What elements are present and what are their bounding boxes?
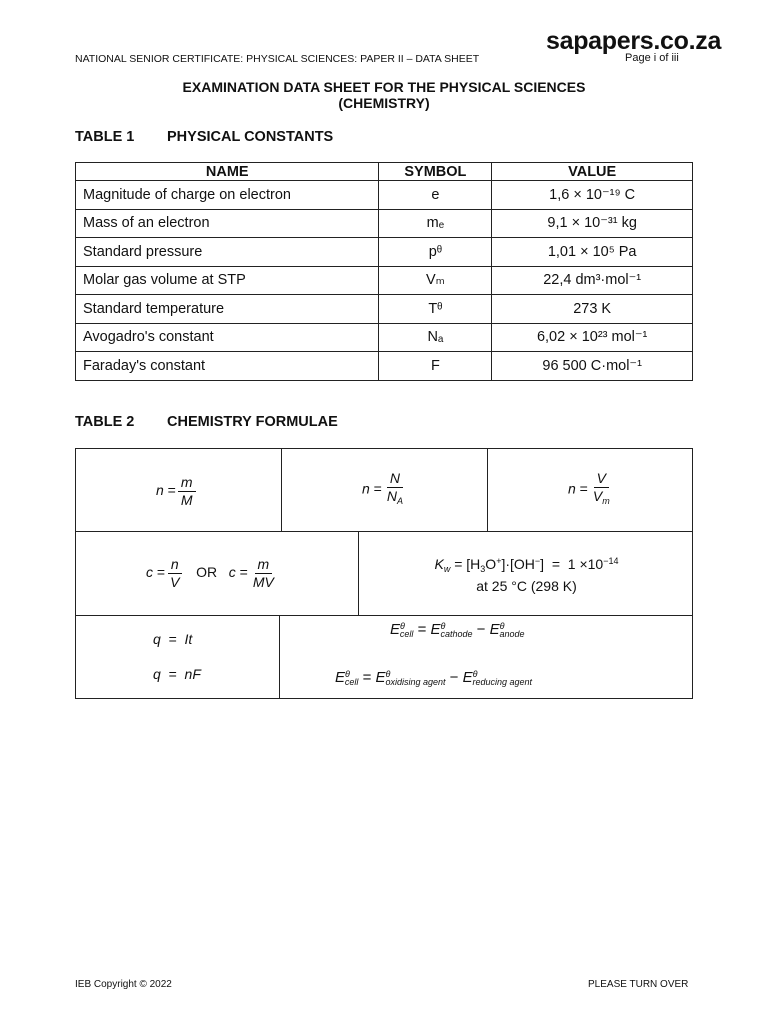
constant-value: 1,01 × 10⁵ Pa	[492, 238, 693, 267]
formula-concentration: c = $\frac{n}{V}$ OR c = $\frac{m}{MV}$	[146, 556, 274, 590]
page-subtitle: (CHEMISTRY)	[338, 95, 430, 111]
table1-label: TABLE 1	[75, 129, 135, 145]
table-row	[76, 323, 693, 352]
constant-symbol: F	[379, 352, 492, 381]
formula-kw: $K_w = [H_3O^+]\cdot[OH^-] = 1 \times 10^{-14}$	[434, 556, 619, 574]
constant-value: 9,1 × 10⁻³¹ kg	[492, 209, 693, 238]
table-row	[76, 209, 693, 238]
constant-symbol: Nₐ	[379, 323, 492, 352]
sub-cathode: cathode	[440, 629, 473, 639]
kw-condition: at 25 °C (298 K)	[476, 578, 577, 594]
running-header: NATIONAL SENIOR CERTIFICATE: PHYSICAL SCIENCES: PAPER II – DATA SHEET	[75, 53, 480, 65]
table-row	[76, 238, 693, 267]
formula-cell-n-mass	[75, 448, 282, 532]
formula-cell-charge	[75, 615, 280, 699]
constant-symbol: pᶿ	[379, 238, 492, 267]
formula-ecell-electrodes: $E^\theta_{cell} = E^\theta_{cathode} - E^\theta_{anode}$	[390, 621, 525, 639]
formula-n-volume: n = $\frac{V}{V_m}$	[568, 470, 610, 506]
constant-symbol: e	[379, 181, 492, 210]
or-label: OR	[196, 564, 218, 581]
constant-name: Avogadro's constant	[76, 323, 379, 352]
constant-value: 96 500 C·mol⁻¹	[492, 352, 693, 381]
page-number: Page i of iii	[625, 52, 679, 64]
constant-name: Mass of an electron	[76, 209, 379, 238]
sub-reducing-agent: reducing agent	[472, 677, 533, 687]
constant-symbol: mₑ	[379, 209, 492, 238]
formula-cell-concentration	[75, 531, 359, 616]
column-header-name: NAME	[76, 163, 379, 181]
table-row	[76, 181, 693, 210]
table-row	[76, 352, 693, 381]
copyright: IEB Copyright © 2022	[75, 979, 172, 990]
sub-cell: cell	[399, 629, 414, 639]
constant-name: Magnitude of charge on electron	[76, 181, 379, 210]
formula-cell-ecell	[279, 615, 693, 699]
formula-cell-n-volume	[487, 448, 693, 532]
sub-cell: cell	[344, 677, 359, 687]
formula-ecell-agents: $E^\theta_{cell} = E^\theta_{oxidising agent} - E^\theta_{reducing agent}$	[335, 669, 533, 687]
constant-symbol: Vₘ	[379, 266, 492, 295]
column-header-symbol: SYMBOL	[379, 163, 492, 181]
constant-name: Faraday's constant	[76, 352, 379, 381]
table2-title: CHEMISTRY FORMULAE	[167, 414, 338, 430]
formula-n-particles: n = $\frac{N}{N_A}$	[362, 470, 404, 506]
table-row	[76, 295, 693, 324]
turn-over-note: PLEASE TURN OVER	[588, 979, 689, 990]
constant-value: 6,02 × 10²³ mol⁻¹	[492, 323, 693, 352]
table1-title: PHYSICAL CONSTANTS	[167, 129, 334, 145]
constant-value: 273 K	[492, 295, 693, 324]
watermark-logo: sapapers.co.za	[546, 27, 722, 55]
constant-name: Molar gas volume at STP	[76, 266, 379, 295]
constant-value: 1,6 × 10⁻¹⁹ C	[492, 181, 693, 210]
formula-q-it: q = It	[153, 631, 193, 647]
table-header-row	[76, 163, 693, 181]
constant-value: 22,4 dm³·mol⁻¹	[492, 266, 693, 295]
formula-cell-n-particles	[281, 448, 488, 532]
sub-oxidising-agent: oxidising agent	[385, 677, 446, 687]
formula-n-mass: n = $\frac{m}{M}$	[156, 474, 198, 509]
constant-name: Standard temperature	[76, 295, 379, 324]
column-header-value: VALUE	[492, 163, 693, 181]
sub-anode: anode	[499, 629, 525, 639]
page-title: EXAMINATION DATA SHEET FOR THE PHYSICAL SCIENCES	[182, 79, 586, 95]
formula-cell-kw	[358, 531, 693, 616]
table-row	[76, 266, 693, 295]
constant-symbol: Tᶿ	[379, 295, 492, 324]
constants-table	[75, 162, 693, 381]
constant-name: Standard pressure	[76, 238, 379, 267]
formula-q-nf: q = nF	[153, 666, 201, 682]
table2-label: TABLE 2	[75, 414, 135, 430]
